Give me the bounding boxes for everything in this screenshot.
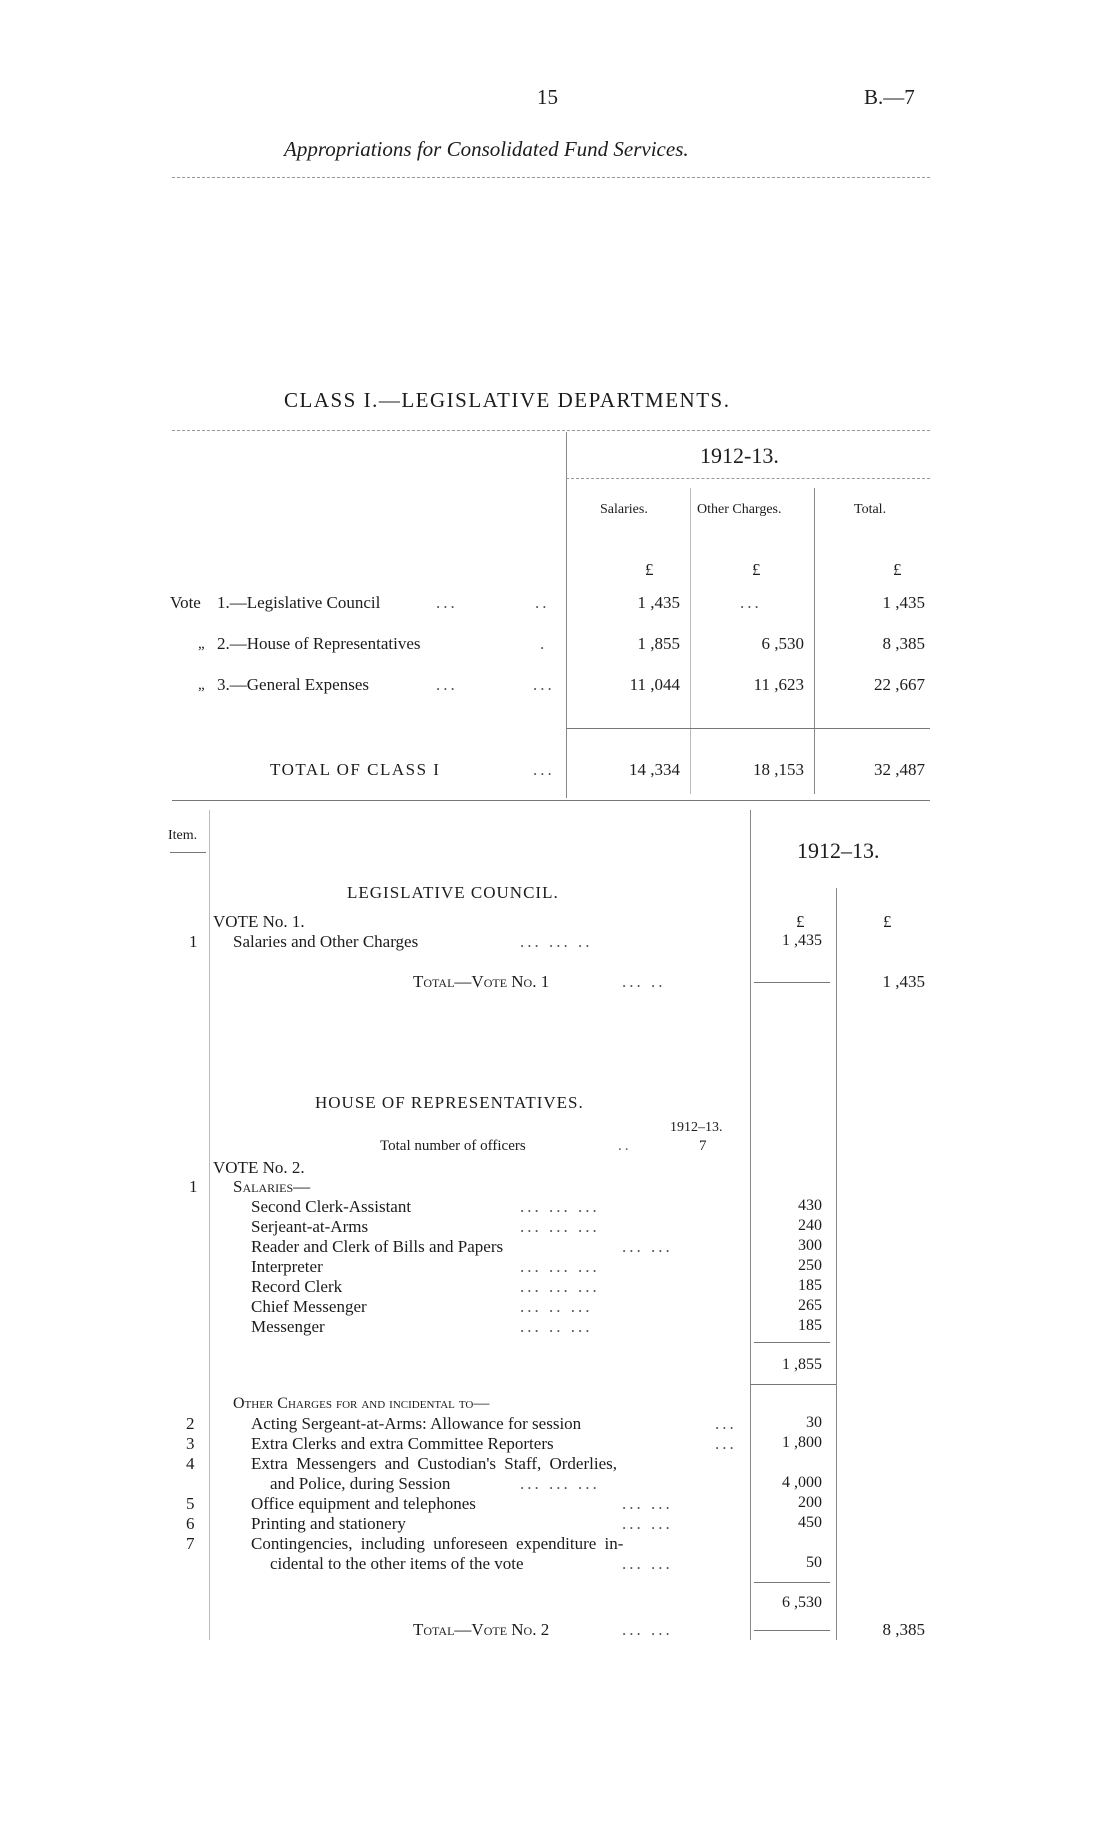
item-label: Salaries and Other Charges [233, 932, 419, 951]
vote-1-total-rule [754, 982, 830, 983]
header-rule [172, 177, 930, 178]
vote-2-label: VOTE No. 2. [213, 1158, 305, 1177]
salary-row-label: Reader and Clerk of Bills and Papers [251, 1237, 504, 1256]
salary-row-label: Second Clerk-Assistant [251, 1197, 412, 1216]
vote-prefix: Vote [170, 593, 201, 612]
vote-1-label: VOTE No. 1. [213, 912, 305, 931]
other-row-label: Contingencies, including unforeseen expenditure in- [251, 1534, 624, 1553]
document-code: B.—7 [864, 85, 915, 109]
class-total-dots: ... [533, 760, 555, 779]
other-value: 6 ,530 [761, 634, 804, 653]
salary-row-dots: ... ... [622, 1237, 673, 1256]
other-row-amount: 1 ,800 [782, 1434, 822, 1451]
item-amount: 1 ,435 [782, 932, 822, 949]
vote-1-total-label: Total—Vote No. 1 [413, 972, 550, 991]
vote-prefix: „ [198, 677, 205, 693]
other-row-label-continued: and Police, during Session [270, 1474, 451, 1493]
house-heading: HOUSE OF REPRESENTATIVES. [315, 1093, 584, 1112]
other-row-dots: ... ... [622, 1494, 673, 1513]
other-row-label: Extra Messengers and Custodian's Staff, Orderlies, [251, 1454, 617, 1473]
other-item-number: 5 [186, 1494, 195, 1513]
vote-1-total-dots: ... .. [622, 972, 666, 991]
vote-2-total-label: Total—Vote No. 2 [413, 1620, 550, 1639]
currency-other: £ [752, 560, 761, 579]
items-year: 1912–13. [797, 838, 880, 863]
salaries-block-rule [750, 1384, 836, 1385]
vote-label: 1.—Legislative Council [217, 593, 381, 612]
total-value: 1 ,435 [882, 593, 925, 612]
vote-2-total-dots: ... ... [622, 1620, 673, 1639]
currency-salaries: £ [645, 560, 654, 579]
other-row-label: Printing and stationery [251, 1514, 406, 1533]
currency-amount: £ [796, 912, 805, 931]
salary-row-dots: ... .. ... [520, 1317, 593, 1336]
salaries-value: 1 ,855 [637, 634, 680, 653]
vote-2-total-rule [754, 1630, 830, 1631]
other-value: 11 ,623 [753, 675, 804, 694]
salary-row-label: Serjeant-at-Arms [251, 1217, 369, 1236]
class-year-rule [566, 478, 930, 479]
class-total-total: 32 ,487 [874, 760, 925, 779]
other-row-amount: 450 [798, 1514, 822, 1531]
salary-row-amount: 240 [798, 1217, 822, 1234]
total-value: 8 ,385 [882, 634, 925, 653]
other-row-dots: ... [715, 1434, 737, 1453]
page-number: 15 [537, 85, 558, 109]
class-heading: CLASS I.—LEGISLATIVE DEPARTMENTS. [284, 388, 731, 412]
other-item-number: 7 [186, 1534, 195, 1553]
other-row-amount: 200 [798, 1494, 822, 1511]
salaries-subtotal: 1 ,855 [782, 1356, 822, 1373]
officers-count: 7 [699, 1138, 707, 1154]
other-item-number: 2 [186, 1414, 195, 1433]
class-total-salaries: 14 ,334 [629, 760, 680, 779]
other-subtotal-rule [754, 1582, 830, 1583]
other-charges-heading: Other Charges for and incidental to— [233, 1395, 490, 1412]
class-col-divider-2 [814, 488, 815, 794]
class-left-rule [566, 432, 567, 798]
officers-label: Total number of officers [380, 1138, 526, 1154]
class-year: 1912-13. [700, 443, 779, 468]
other-row-amount: 50 [806, 1554, 822, 1571]
vote-label: 2.—House of Representatives [217, 634, 421, 653]
salary-row-label: Messenger [251, 1317, 325, 1336]
salary-row-label: Chief Messenger [251, 1297, 367, 1316]
vote-dots: ... [436, 675, 458, 694]
other-row-amount: 30 [806, 1414, 822, 1431]
other-value: ... [740, 593, 762, 612]
currency-subtotal: £ [883, 912, 892, 931]
subtotal-column-rule [836, 888, 837, 1640]
other-row-dots: ... [715, 1414, 737, 1433]
salaries-heading: Salaries— [233, 1177, 311, 1196]
class-top-rule [172, 430, 930, 431]
salary-row-dots: ... ... ... [520, 1257, 600, 1276]
salary-row-amount: 185 [798, 1277, 822, 1294]
vote-prefix: „ [198, 636, 205, 652]
item-column-rule [209, 810, 210, 1640]
item-dots: ... ... .. [520, 932, 593, 951]
class-total-other: 18 ,153 [753, 760, 804, 779]
item-header-rule [170, 852, 206, 853]
other-row-dots: ... ... [622, 1514, 673, 1533]
salaries-subtotal-rule [754, 1342, 830, 1343]
other-row-amount: 4 ,000 [782, 1474, 822, 1491]
salary-row-dots: ... ... ... [520, 1217, 600, 1236]
other-item-number: 3 [186, 1434, 195, 1453]
page-title: Appropriations for Consolidated Fund Services. [284, 137, 689, 161]
other-row-label: Acting Sergeant-at-Arms: Allowance for session [251, 1414, 582, 1433]
class-subtotal-rule [566, 728, 930, 729]
other-item-number: 4 [186, 1454, 195, 1473]
other-row-label-continued: cidental to the other items of the vote [270, 1554, 524, 1573]
col-total-header: Total. [854, 502, 887, 517]
salaries-value: 1 ,435 [637, 593, 680, 612]
other-item-number: 6 [186, 1514, 195, 1533]
vote-dots-2: ... [533, 675, 555, 694]
salary-row-label: Record Clerk [251, 1277, 343, 1296]
salary-row-amount: 250 [798, 1257, 822, 1274]
col-salaries-header: Salaries. [600, 502, 648, 517]
vote-dots: ... [436, 593, 458, 612]
salary-row-label: Interpreter [251, 1257, 323, 1276]
vote-dots-2: .. [535, 593, 550, 612]
salaries-item-number: 1 [189, 1177, 198, 1196]
salary-row-amount: 185 [798, 1317, 822, 1334]
item-number: 1 [189, 932, 198, 951]
salaries-value: 11 ,044 [629, 675, 680, 694]
total-value: 22 ,667 [874, 675, 925, 694]
currency-total: £ [893, 560, 902, 579]
other-row-dots: ... ... ... [520, 1474, 600, 1493]
salary-row-amount: 300 [798, 1237, 822, 1254]
salary-row-amount: 430 [798, 1197, 822, 1214]
officers-dots: .. [618, 1138, 632, 1154]
other-row-label: Office equipment and telephones [251, 1494, 476, 1513]
salary-row-dots: ... .. ... [520, 1297, 593, 1316]
vote-1-total-amount: 1 ,435 [882, 972, 925, 991]
vote-2-total-amount: 8 ,385 [882, 1620, 925, 1639]
class-bottom-rule [172, 800, 930, 801]
legislative-council-heading: LEGISLATIVE COUNCIL. [347, 883, 559, 902]
amount-column-rule [750, 810, 751, 1640]
other-subtotal: 6 ,530 [782, 1594, 822, 1611]
other-row-label: Extra Clerks and extra Committee Reporters [251, 1434, 554, 1453]
salary-row-dots: ... ... ... [520, 1277, 600, 1296]
class-total-label: TOTAL OF CLASS I [270, 760, 441, 779]
vote-label: 3.—General Expenses [217, 675, 370, 694]
item-header: Item. [168, 828, 198, 843]
salary-row-amount: 265 [798, 1297, 822, 1314]
other-row-dots: ... ... [622, 1554, 673, 1573]
salary-row-dots: ... ... ... [520, 1197, 600, 1216]
col-other-header: Other Charges. [697, 502, 782, 517]
vote-dots-2: . [540, 634, 548, 653]
house-year: 1912–13. [670, 1120, 723, 1135]
